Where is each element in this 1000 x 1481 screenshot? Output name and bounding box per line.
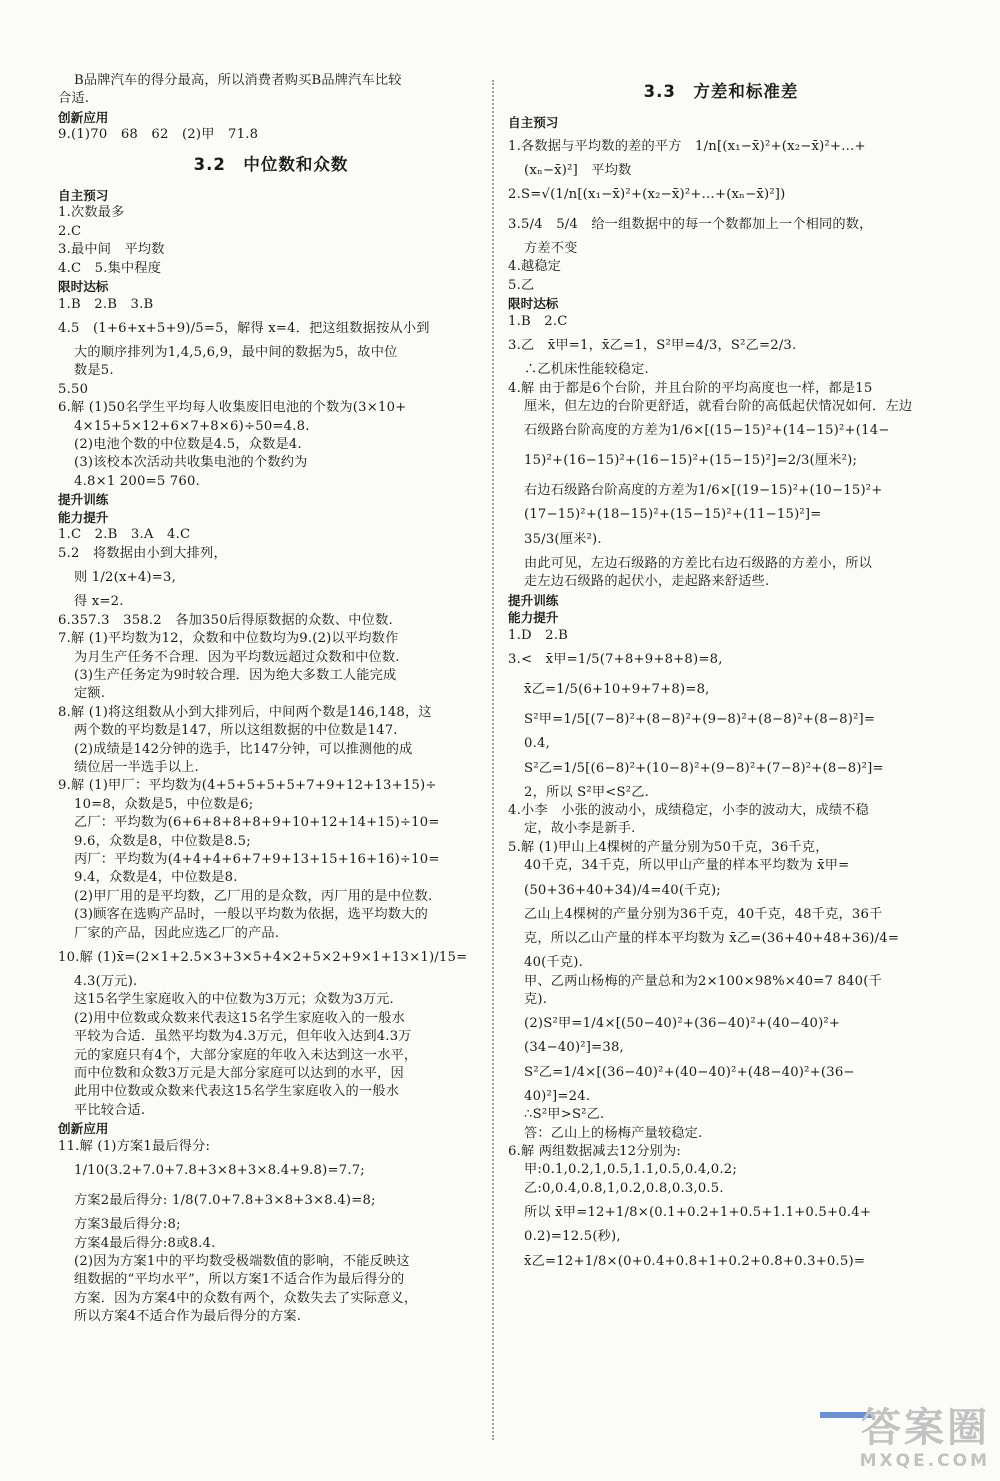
answer-line: 1.B 2.C — [508, 313, 568, 329]
answer-line: 4.越稳定 — [508, 259, 562, 275]
answer-line: 方案2最后得分: 1/8(7.0+7.8+3×8+3×8.4)=8; — [74, 1193, 376, 1209]
answer-line: 合适. — [58, 91, 90, 107]
answer-line: (3)该校本次活动共收集电池的个数约为 — [74, 455, 308, 471]
answer-line: 9.解 (1)甲厂：平均数为(4+5+5+5+5+7+9+12+13+15)÷ — [58, 778, 437, 794]
answer-line: 乙厂：平均数为(6+6+8+8+8+9+10+12+14+15)÷10= — [74, 815, 440, 831]
answer-line: (xₙ−x̄)²] 平均数 — [524, 162, 632, 178]
answer-line: 方案．因为方案4中的众数有两个，众数失去了实际意义， — [74, 1290, 418, 1306]
answer-line: 克，所以乙山产量的样本平均数为 x̄乙=(36+40+48+36)/4= — [524, 931, 900, 947]
answer-line: (2)S²甲=1/4×[(50−40)²+(36−40)²+(40−40)²+ — [524, 1016, 841, 1032]
answer-line: 40(千克). — [524, 955, 584, 971]
answer-line: 15)²+(16−15)²+(16−15)²+(15−15)²]=2/3(厘米²); — [524, 453, 858, 469]
answer-line: 组数据的“平均水平”，所以方案1不适合作为最后得分的 — [74, 1272, 405, 1288]
answer-line: ∴S²甲>S²乙. — [524, 1107, 605, 1123]
section-heading: 自主预习 — [508, 115, 559, 130]
column-divider — [492, 80, 494, 1440]
answer-line: 石级路台阶高度的方差为1/6×[(15−15)²+(14−15)²+(14− — [524, 423, 890, 439]
answer-line: 6.解 (1)50名学生平均每人收集废旧电池的个数为(3×10+ — [58, 400, 407, 416]
answer-line: 4.8×1 200=5 760. — [74, 473, 200, 489]
answer-line: 3.5/4 5/4 给一组数据中的每一个数都加上一个相同的数， — [508, 217, 873, 232]
answer-line: 定额. — [74, 686, 106, 702]
section-heading: 提升训练 — [508, 592, 559, 608]
answer-line: 方案4最后得分:8或8.4. — [74, 1235, 216, 1251]
section-heading: 创新应用 — [58, 109, 109, 125]
answer-line: ∴乙机床性能较稳定. — [524, 362, 649, 378]
answer-line: 而中位数和众数3万元是大部分家庭可以达到的水平，因 — [74, 1066, 404, 1082]
answer-line: 4.小李 小张的波动小，成绩稳定，小李的波动大，成绩不稳 — [508, 803, 870, 819]
section-heading: 创新应用 — [58, 1121, 109, 1137]
section-heading: 自主预习 — [58, 187, 109, 203]
section-title: 3.2 中位数和众数 — [193, 154, 349, 174]
answer-line: 9.(1)70 68 62 (2)甲 71.8 — [58, 127, 259, 143]
answer-line: 6.解 两组数据减去12分别为: — [508, 1143, 682, 1159]
answer-line: 此用中位数或众数来代表这15名学生家庭收入的一般水 — [74, 1084, 400, 1100]
answer-line: (2)电池个数的中位数是4.5，众数是4. — [74, 437, 302, 453]
answer-line: 所以 x̄甲=12+1/8×(0.1+0.2+1+0.5+1.1+0.5+0.4+ — [524, 1205, 872, 1221]
answer-line: 1.次数最多 — [58, 205, 125, 221]
answer-line: 9.4，众数是4，中位数是8. — [74, 870, 238, 886]
section-heading: 限时达标 — [508, 296, 559, 312]
answer-line: (17−15)²+(18−15)²+(15−15)²+(11−15)²]= — [524, 507, 822, 523]
answer-line: (50+36+40+34)/4=40(千克); — [524, 882, 721, 898]
answer-line: 1.各数据与平均数的差的平方 1/n[(x₁−x̄)²+(x₂−x̄)²+…+ — [508, 138, 866, 154]
answer-line: 两个数的平均数是147，所以这组数据的中位数是147. — [74, 723, 398, 739]
answer-line: 2.S=√(1/n[(x₁−x̄)²+(x₂−x̄)²+…+(xₙ−x̄)²]) — [508, 187, 786, 202]
answer-line: 1/10(3.2+7.0+7.8+3×8+3×8.4+9.8)=7.7; — [74, 1163, 365, 1179]
answer-line: 乙山上4棵树的产量分别为36千克，40千克，48千克，36千 — [524, 906, 883, 922]
answer-line: S²乙=1/5[(6−8)²+(10−8)²+(9−8)²+(7−8)²+(8−8)²]= — [524, 760, 884, 776]
answer-line: 0.4, — [524, 736, 550, 752]
answer-line: 乙:0,0.4,0.8,1,0.2,0.8,0.3,0.5. — [524, 1180, 724, 1196]
answer-line: (3)生产任务定为9时较合理．因为绝大多数工人能完成 — [74, 667, 397, 683]
answer-line: 甲、乙两山杨梅的产量总和为2×100×98%×40=7 840(千 — [524, 973, 882, 989]
answer-line: (3)顾客在选购产品时，一般以平均数为依据，选平均数大的 — [74, 907, 428, 923]
answer-line: 右边石级路台阶高度的方差为1/6×[(19−15)²+(10−15)²+ — [524, 483, 883, 499]
answer-line: 5.解 (1)甲山上4棵树的产量分别为50千克，36千克， — [508, 839, 829, 855]
watermark-url: MXQE.COM — [859, 1451, 990, 1471]
answer-line: (2)用中位数或众数来代表这15名学生家庭收入的一般水 — [74, 1010, 405, 1026]
answer-line: 4×15+5×12+6×7+8×6)÷50=4.8. — [74, 418, 310, 434]
answer-line: 平较为合适．虽然平均数为4.3万元，但年收入达到4.3万 — [74, 1029, 412, 1045]
answer-line: 4.3(万元). — [74, 974, 138, 989]
answer-line: 0.2)=12.5(秒), — [524, 1229, 621, 1245]
answer-line: 绩位居一半选手以上. — [74, 759, 199, 775]
answer-line: 40)²]=24. — [524, 1088, 591, 1104]
answer-line: 5.50 — [58, 381, 89, 397]
answer-line: 克). — [524, 991, 548, 1007]
answer-line: 厘米，但左边的台阶更舒适，就看台阶的高低起伏情况如何．左边 — [524, 399, 913, 415]
answer-line: 3.最中间 平均数 — [58, 242, 165, 258]
answer-line: 10=8，众数是5，中位数是6; — [74, 796, 254, 812]
answer-line: 1.D 2.B — [508, 627, 569, 643]
answer-line: 平比较合适. — [74, 1102, 146, 1118]
answer-line: 厂家的产品，因此应选乙厂的产品. — [74, 925, 280, 941]
answer-line: 6.357.3 358.2 各加350后得原数据的众数、中位数. — [58, 612, 393, 628]
section-heading: 提升训练 — [58, 492, 109, 508]
answer-line: 5.乙 — [508, 277, 535, 293]
answer-line: 10.解 (1)x̄=(2×1+2.5×3+3×5+4×2+5×2+9×1+13×1)/15= — [58, 950, 468, 965]
answer-line: (2)因为方案1中的平均数受极端数值的影响，不能反映这 — [74, 1254, 410, 1270]
answer-line: 5.2 将数据由小到大排列， — [58, 545, 227, 561]
section-title: 3.3 方差和标准差 — [643, 82, 799, 101]
section-heading: 限时达标 — [58, 279, 109, 295]
answer-line: 得 x=2. — [74, 594, 124, 610]
answer-line: 由此可见，左边石级路的方差比右边石级路的方差小，所以 — [524, 555, 873, 571]
answer-line: (2)甲厂用的是平均数，乙厂用的是众数，丙厂用的是中位数. — [74, 888, 433, 904]
answer-line: 2.C — [58, 223, 82, 239]
section-heading: 能力提升 — [508, 610, 559, 626]
answer-line: 3.< x̄甲=1/5(7+8+9+8+8)=8, — [508, 652, 723, 668]
answer-line: 40千克，34千克，所以甲山产量的样本平均数为 x̄甲= — [524, 858, 850, 874]
answer-line: 则 1/2(x+4)=3, — [74, 570, 177, 586]
answer-line: x̄乙=1/5(6+10+9+7+8)=8, — [524, 682, 710, 698]
answer-line: 数是5. — [74, 363, 114, 379]
answer-line: 8.解 (1)将这组数从小到大排列后，中间两个数是146,148，这 — [58, 704, 432, 720]
answer-line: 丙厂：平均数为(4+4+4+6+7+9+13+15+16+16)÷10= — [74, 851, 440, 867]
answer-line: 9.6，众数是8，中位数是8.5; — [74, 833, 251, 849]
answer-line: 这15名学生家庭收入的中位数为3万元；众数为3万元. — [74, 992, 394, 1008]
site-watermark — [800, 1405, 990, 1475]
answer-line: S²乙=1/4×[(36−40)²+(40−40)²+(48−40)²+(36− — [524, 1064, 855, 1080]
answer-line: 定，故小李是新手. — [524, 821, 636, 837]
answer-line: 为月生产任务不合理．因为平均数远超过众数和中位数. — [74, 649, 400, 665]
answer-line: 方差不变 — [524, 241, 578, 256]
answer-line: 4.C 5.集中程度 — [58, 260, 162, 276]
watermark-logo-text: 答案圈 — [861, 1405, 990, 1451]
answer-line: 35/3(厘米²). — [524, 531, 602, 547]
answer-line: 元的家庭只有4个，大部分家庭的年收入未达到这一水平， — [74, 1047, 418, 1063]
answer-line: 答：乙山上的杨梅产量较稳定. — [524, 1125, 703, 1141]
answer-line: 2，所以 S²甲<S²乙. — [524, 784, 650, 800]
answer-line: 1.C 2.B 3.A 4.C — [58, 527, 191, 543]
answer-line: 方案3最后得分:8; — [74, 1217, 181, 1233]
answer-line: (2)成绩是142分钟的选手，比147分钟，可以推测他的成 — [74, 741, 413, 757]
left-column — [58, 72, 484, 1327]
answer-line: 4.解 由于都是6个台阶，并且台阶的平均高度也一样，都是15 — [508, 380, 873, 396]
answer-line: B品牌汽车的得分最高，所以消费者购买B品牌汽车比较 — [74, 73, 402, 88]
answer-line: (34−40)²]=38, — [524, 1040, 624, 1056]
answer-line: S²甲=1/5[(7−8)²+(8−8)²+(9−8)²+(8−8)²+(8−8)²]= — [524, 712, 876, 728]
answer-line: x̄乙=12+1/8×(0+0.4+0.8+1+0.2+0.8+0.3+0.5)= — [524, 1253, 866, 1269]
section-heading: 能力提升 — [58, 509, 109, 525]
answer-line: 4.5 (1+6+x+5+9)/5=5，解得 x=4．把这组数据按从小到 — [58, 321, 430, 337]
answer-line: 3.乙 x̄甲=1，x̄乙=1，S²甲=4/3，S²乙=2/3. — [508, 338, 797, 354]
answer-line: 11.解 (1)方案1最后得分: — [58, 1138, 211, 1154]
answer-line: 7.解 (1)平均数为12，众数和中位数均为9.(2)以平均数作 — [58, 631, 399, 647]
answer-line: 大的顺序排列为1,4,5,6,9，最中间的数据为5，故中位 — [74, 345, 398, 361]
answer-line: 走左边石级路的起伏小，走起路来舒适些. — [524, 574, 770, 590]
answer-line: 所以方案4不适合作为最后得分的方案. — [74, 1309, 302, 1325]
answer-line: 甲:0.1,0.2,1,0.5,1.1,0.5,0.4,0.2; — [524, 1162, 738, 1178]
answer-line: 1.B 2.B 3.B — [58, 296, 154, 312]
right-column — [508, 72, 934, 1277]
